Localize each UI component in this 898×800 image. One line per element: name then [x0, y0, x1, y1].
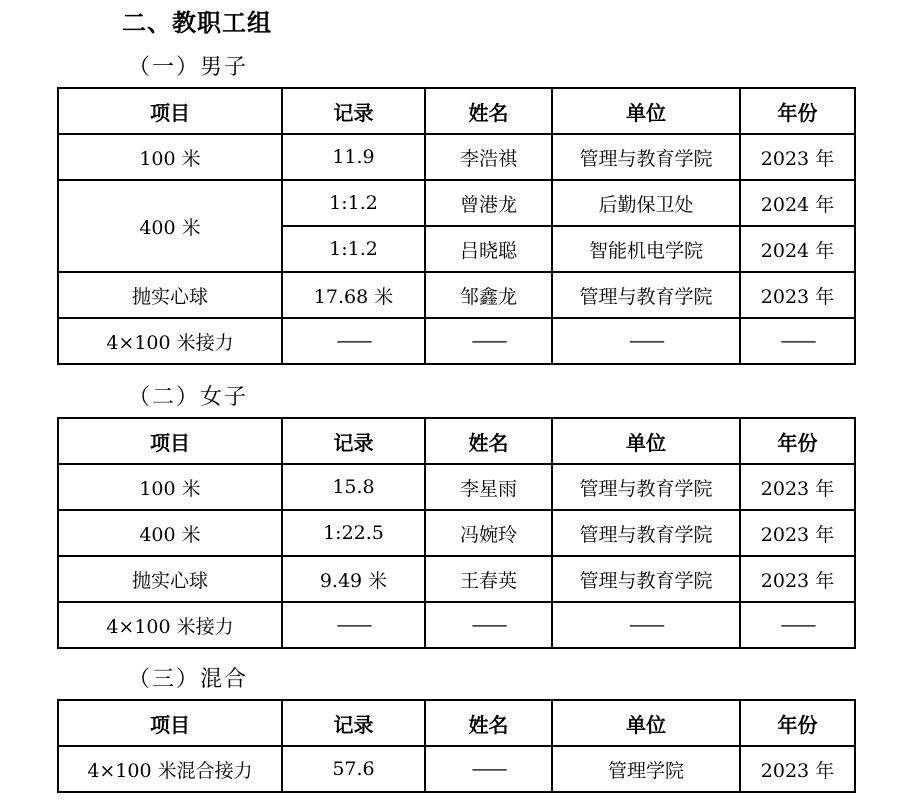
year-cell: 2023 年	[740, 272, 855, 318]
unit-cell: 管理学院	[552, 746, 740, 792]
unit-cell: 智能机电学院	[552, 226, 740, 272]
header-record: 记录	[282, 700, 425, 746]
table-row	[58, 318, 855, 364]
name-cell: ——	[425, 318, 552, 364]
header-record: 记录	[282, 418, 425, 464]
unit-cell: ——	[552, 602, 740, 648]
record-cell: ——	[282, 602, 425, 648]
year-cell: ——	[740, 602, 855, 648]
unit-cell: 管理与教育学院	[552, 556, 740, 602]
event-cell: 400 米	[58, 510, 282, 556]
unit-cell: 管理与教育学院	[552, 272, 740, 318]
event-cell: 100 米	[58, 464, 282, 510]
table-row	[58, 510, 855, 556]
year-cell: 2023 年	[740, 556, 855, 602]
record-cell: 1:1.2	[282, 180, 425, 226]
header-year: 年份	[740, 700, 855, 746]
event-cell: 4×100 米混合接力	[58, 746, 282, 792]
men-records-table	[57, 87, 856, 365]
header-year: 年份	[740, 88, 855, 134]
name-cell: 李星雨	[425, 464, 552, 510]
table-row	[58, 464, 855, 510]
header-event: 项目	[58, 700, 282, 746]
section-title: 二、教职工组	[122, 9, 272, 37]
name-cell: 邹鑫龙	[425, 272, 552, 318]
year-cell: ——	[740, 318, 855, 364]
header-name: 姓名	[425, 418, 552, 464]
name-cell: ——	[425, 746, 552, 792]
year-cell: 2023 年	[740, 134, 855, 180]
unit-cell: 管理与教育学院	[552, 510, 740, 556]
men-section-title: （一）男子	[128, 55, 249, 80]
table-header-row	[58, 700, 855, 746]
name-cell: 曾港龙	[425, 180, 552, 226]
header-record: 记录	[282, 88, 425, 134]
event-cell: 400 米	[58, 180, 282, 272]
name-cell: 吕晓聪	[425, 226, 552, 272]
table-row	[58, 134, 855, 180]
table-row	[58, 602, 855, 648]
event-cell: 抛实心球	[58, 272, 282, 318]
table-header-row	[58, 88, 855, 134]
record-cell: 9.49 米	[282, 556, 425, 602]
header-unit: 单位	[552, 88, 740, 134]
header-event: 项目	[58, 418, 282, 464]
year-cell: 2023 年	[740, 746, 855, 792]
mixed-records-table	[57, 699, 856, 793]
name-cell: 冯婉玲	[425, 510, 552, 556]
record-cell: 17.68 米	[282, 272, 425, 318]
record-cell: 57.6	[282, 746, 425, 792]
table-row	[58, 746, 855, 792]
table-row	[58, 556, 855, 602]
header-year: 年份	[740, 418, 855, 464]
record-cell: 11.9	[282, 134, 425, 180]
header-unit: 单位	[552, 418, 740, 464]
event-cell: 100 米	[58, 134, 282, 180]
record-cell: 1:1.2	[282, 226, 425, 272]
table-row	[58, 180, 855, 226]
year-cell: 2024 年	[740, 226, 855, 272]
name-cell: ——	[425, 602, 552, 648]
unit-cell: 后勤保卫处	[552, 180, 740, 226]
women-section-title: （二）女子	[128, 385, 249, 410]
unit-cell: ——	[552, 318, 740, 364]
name-cell: 王春英	[425, 556, 552, 602]
year-cell: 2023 年	[740, 510, 855, 556]
year-cell: 2024 年	[740, 180, 855, 226]
header-event: 项目	[58, 88, 282, 134]
year-cell: 2023 年	[740, 464, 855, 510]
table-row	[58, 272, 855, 318]
table-header-row	[58, 418, 855, 464]
women-records-table	[57, 417, 856, 649]
record-cell: 15.8	[282, 464, 425, 510]
header-name: 姓名	[425, 88, 552, 134]
unit-cell: 管理与教育学院	[552, 134, 740, 180]
name-cell: 李浩祺	[425, 134, 552, 180]
header-unit: 单位	[552, 700, 740, 746]
event-cell: 4×100 米接力	[58, 318, 282, 364]
header-name: 姓名	[425, 700, 552, 746]
event-cell: 抛实心球	[58, 556, 282, 602]
event-cell: 4×100 米接力	[58, 602, 282, 648]
record-cell: ——	[282, 318, 425, 364]
mixed-section-title: （三）混合	[128, 667, 249, 692]
unit-cell: 管理与教育学院	[552, 464, 740, 510]
record-cell: 1:22.5	[282, 510, 425, 556]
